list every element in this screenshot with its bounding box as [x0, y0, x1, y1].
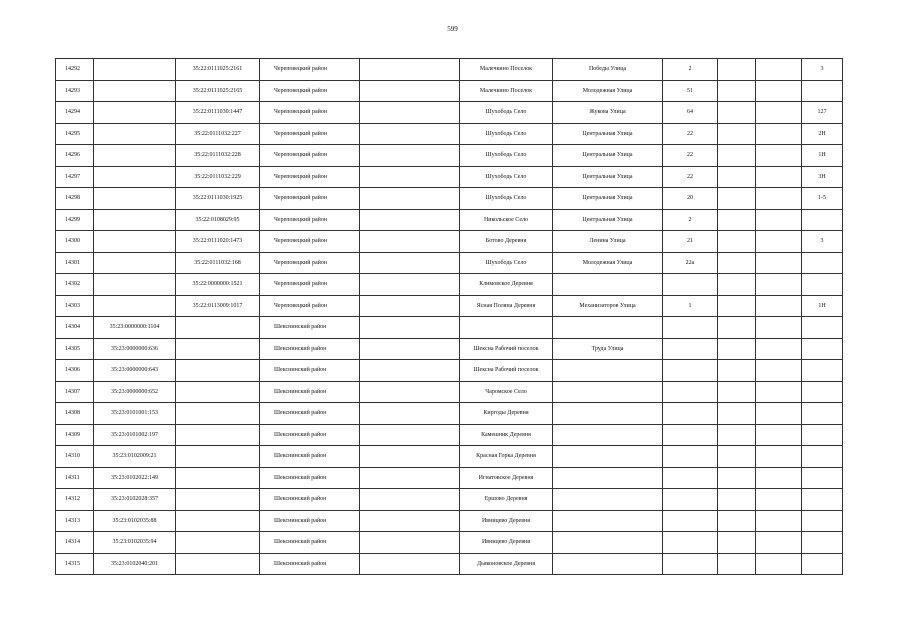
table-row	[56, 123, 843, 145]
cell-cad_b	[176, 510, 260, 532]
cell-settlement: Шухободь Село	[460, 102, 553, 124]
cell-id: 14314	[56, 532, 94, 554]
cell-settlement: Никольское Село	[460, 209, 553, 231]
cell-district: Череповецкий район	[260, 295, 360, 317]
cell-house	[663, 338, 718, 360]
cell-street: Ленина Улица	[553, 231, 663, 253]
cell-id: 14301	[56, 252, 94, 274]
table-row	[56, 166, 843, 188]
table-body	[56, 59, 843, 575]
cell-house	[663, 360, 718, 382]
cell-settlement: Ивницево Деревня	[460, 510, 553, 532]
cell-cad_b	[176, 553, 260, 575]
cell-district: Череповецкий район	[260, 80, 360, 102]
cell-house	[663, 553, 718, 575]
cell-blank1	[360, 467, 460, 489]
cell-district: Череповецкий район	[260, 231, 360, 253]
cell-cad_a	[94, 295, 176, 317]
cell-district: Шекснинский район	[260, 317, 360, 339]
cell-cad_a	[94, 166, 176, 188]
cell-blank1	[360, 510, 460, 532]
cell-id: 14312	[56, 489, 94, 511]
cell-blank2	[718, 489, 756, 511]
cell-blank1	[360, 424, 460, 446]
cell-settlement: Киргоды Деревня	[460, 403, 553, 425]
cell-house: 20	[663, 188, 718, 210]
table-row	[56, 510, 843, 532]
cell-house: 21	[663, 231, 718, 253]
cell-settlement	[460, 317, 553, 339]
cell-district: Череповецкий район	[260, 252, 360, 274]
cell-settlement: Шухободь Село	[460, 123, 553, 145]
cell-blank3	[756, 360, 802, 382]
table-row	[56, 532, 843, 554]
cell-street: Жукова Улица	[553, 102, 663, 124]
cell-street	[553, 424, 663, 446]
table-row	[56, 403, 843, 425]
cell-id: 14306	[56, 360, 94, 382]
cell-street	[553, 274, 663, 296]
table-row	[56, 102, 843, 124]
cell-blank2	[718, 59, 756, 81]
cell-street	[553, 553, 663, 575]
cell-apt	[802, 553, 843, 575]
cell-street: Центральная Улица	[553, 123, 663, 145]
cell-house	[663, 424, 718, 446]
cell-district: Шекснинский район	[260, 467, 360, 489]
cell-apt	[802, 489, 843, 511]
cell-street: Труда Улица	[553, 338, 663, 360]
cell-cad_b: 35:22:0111025:2165	[176, 80, 260, 102]
cell-apt: 3	[802, 231, 843, 253]
cell-cad_a	[94, 123, 176, 145]
cell-apt	[802, 467, 843, 489]
cell-house	[663, 510, 718, 532]
cell-cad_b	[176, 467, 260, 489]
cell-cad_b	[176, 381, 260, 403]
cell-blank2	[718, 338, 756, 360]
cell-id: 14307	[56, 381, 94, 403]
cell-apt	[802, 381, 843, 403]
cell-id: 14294	[56, 102, 94, 124]
page-number: 599	[447, 25, 458, 33]
cell-cad_a	[94, 231, 176, 253]
cell-blank2	[718, 553, 756, 575]
cell-apt	[802, 252, 843, 274]
cell-settlement: Шухободь Село	[460, 252, 553, 274]
cell-cad_a: 35:23:0101002:197	[94, 424, 176, 446]
cell-cad_b	[176, 360, 260, 382]
cell-district: Шекснинский район	[260, 532, 360, 554]
cell-blank2	[718, 381, 756, 403]
cell-settlement: Игнатовское Деревня	[460, 467, 553, 489]
cell-settlement: Шексна Рабочий поселок	[460, 360, 553, 382]
cell-cad_a: 35:23:0102035:88	[94, 510, 176, 532]
cell-id: 14303	[56, 295, 94, 317]
cell-settlement: Ершово Деревня	[460, 489, 553, 511]
cell-blank1	[360, 360, 460, 382]
cell-blank2	[718, 403, 756, 425]
cell-house: 2	[663, 59, 718, 81]
cell-id: 14305	[56, 338, 94, 360]
table-row	[56, 338, 843, 360]
cell-blank1	[360, 252, 460, 274]
table-row	[56, 446, 843, 468]
cell-cad_b: 35:22:0111020:1473	[176, 231, 260, 253]
table-row	[56, 467, 843, 489]
cell-id: 14315	[56, 553, 94, 575]
cell-street	[553, 532, 663, 554]
cell-cad_b: 35:22:0111032:168	[176, 252, 260, 274]
cell-district: Череповецкий район	[260, 123, 360, 145]
cell-cad_a: 35:23:0102028:357	[94, 489, 176, 511]
cell-settlement: Ясная Поляна Деревня	[460, 295, 553, 317]
cell-blank3	[756, 510, 802, 532]
cell-cad_b: 35:22:0000000:1521	[176, 274, 260, 296]
cell-house	[663, 489, 718, 511]
cell-cad_a	[94, 145, 176, 167]
cell-blank1	[360, 145, 460, 167]
cell-id: 14296	[56, 145, 94, 167]
cell-blank2	[718, 188, 756, 210]
cell-settlement: Камешник Деревня	[460, 424, 553, 446]
cell-blank3	[756, 80, 802, 102]
cell-blank3	[756, 295, 802, 317]
cell-apt	[802, 510, 843, 532]
cell-street: Механизаторов Улица	[553, 295, 663, 317]
table-row	[56, 145, 843, 167]
cell-cad_b: 35:22:0111030:1925	[176, 188, 260, 210]
cell-apt: 1Н	[802, 145, 843, 167]
table-row	[56, 360, 843, 382]
cell-blank1	[360, 123, 460, 145]
cell-blank2	[718, 145, 756, 167]
cell-cad_b: 35:22:0111032:229	[176, 166, 260, 188]
cell-settlement: Малечкино Поселок	[460, 59, 553, 81]
cell-blank2	[718, 424, 756, 446]
cell-blank1	[360, 295, 460, 317]
cell-blank1	[360, 532, 460, 554]
cell-settlement: Шексна Рабочий поселок	[460, 338, 553, 360]
cell-blank3	[756, 188, 802, 210]
cell-street: Молодежная Улица	[553, 80, 663, 102]
cell-blank1	[360, 80, 460, 102]
cell-id: 14297	[56, 166, 94, 188]
cell-blank2	[718, 231, 756, 253]
cell-settlement: Шухободь Село	[460, 188, 553, 210]
cell-house: 2	[663, 209, 718, 231]
cell-blank3	[756, 532, 802, 554]
cell-blank2	[718, 123, 756, 145]
cell-settlement: Шухободь Село	[460, 145, 553, 167]
cell-cad_b: 35:22:0111032:228	[176, 145, 260, 167]
cell-blank1	[360, 188, 460, 210]
cell-cad_a: 35:23:0102035:94	[94, 532, 176, 554]
cell-house	[663, 467, 718, 489]
cell-apt: 2Н	[802, 123, 843, 145]
cell-street: Победы Улица	[553, 59, 663, 81]
cell-house: 64	[663, 102, 718, 124]
cell-blank3	[756, 424, 802, 446]
cell-cad_b: 35:22:0113009:1017	[176, 295, 260, 317]
cell-blank1	[360, 102, 460, 124]
cell-blank3	[756, 209, 802, 231]
cell-blank2	[718, 467, 756, 489]
cell-blank2	[718, 274, 756, 296]
cell-apt	[802, 338, 843, 360]
cell-id: 14304	[56, 317, 94, 339]
table-row	[56, 80, 843, 102]
cell-id: 14299	[56, 209, 94, 231]
cell-blank1	[360, 166, 460, 188]
table-row	[56, 209, 843, 231]
cell-street: Центральная Улица	[553, 209, 663, 231]
cell-blank3	[756, 59, 802, 81]
cell-district: Шекснинский район	[260, 403, 360, 425]
cell-settlement: Чаромское Село	[460, 381, 553, 403]
cell-cad_b: 35:22:0111030:1447	[176, 102, 260, 124]
cell-blank1	[360, 489, 460, 511]
cell-blank2	[718, 209, 756, 231]
cell-cad_a	[94, 252, 176, 274]
cell-house: 22	[663, 123, 718, 145]
cell-cad_a: 35:23:0102022:149	[94, 467, 176, 489]
cell-street: Центральная Улица	[553, 188, 663, 210]
cell-district: Шекснинский район	[260, 338, 360, 360]
table-row	[56, 59, 843, 81]
cell-district: Шекснинский район	[260, 360, 360, 382]
table-row	[56, 553, 843, 575]
cell-id: 14295	[56, 123, 94, 145]
cell-house: 1	[663, 295, 718, 317]
cell-blank2	[718, 532, 756, 554]
cell-blank1	[360, 381, 460, 403]
cell-blank1	[360, 59, 460, 81]
cell-street	[553, 360, 663, 382]
cell-blank3	[756, 381, 802, 403]
table-row	[56, 295, 843, 317]
cell-blank1	[360, 403, 460, 425]
cell-settlement: Дьяконовское Деревня	[460, 553, 553, 575]
registry-table	[55, 58, 843, 575]
cell-apt	[802, 360, 843, 382]
cell-apt: 3	[802, 59, 843, 81]
cell-blank1	[360, 553, 460, 575]
cell-district: Череповецкий район	[260, 102, 360, 124]
cell-blank1	[360, 209, 460, 231]
cell-district: Череповецкий район	[260, 59, 360, 81]
cell-blank3	[756, 274, 802, 296]
cell-street: Центральная Улица	[553, 166, 663, 188]
cell-blank1	[360, 446, 460, 468]
cell-settlement: Ивницево Деревня	[460, 532, 553, 554]
cell-blank3	[756, 145, 802, 167]
cell-blank2	[718, 510, 756, 532]
cell-apt: 3Н	[802, 166, 843, 188]
cell-district: Шекснинский район	[260, 424, 360, 446]
cell-street: Молодежная Улица	[553, 252, 663, 274]
cell-apt: 127	[802, 102, 843, 124]
cell-blank1	[360, 231, 460, 253]
cell-street	[553, 403, 663, 425]
cell-blank3	[756, 166, 802, 188]
cell-blank3	[756, 231, 802, 253]
cell-blank3	[756, 338, 802, 360]
cell-house	[663, 403, 718, 425]
cell-settlement: Шухободь Село	[460, 166, 553, 188]
cell-district: Череповецкий район	[260, 274, 360, 296]
cell-cad_a: 35:23:0000000:1104	[94, 317, 176, 339]
table-row	[56, 252, 843, 274]
cell-id: 14313	[56, 510, 94, 532]
cell-blank3	[756, 446, 802, 468]
cell-apt	[802, 80, 843, 102]
cell-cad_b	[176, 424, 260, 446]
cell-id: 14309	[56, 424, 94, 446]
cell-cad_b	[176, 317, 260, 339]
cell-blank2	[718, 317, 756, 339]
cell-id: 14310	[56, 446, 94, 468]
cell-blank3	[756, 489, 802, 511]
cell-blank1	[360, 317, 460, 339]
cell-cad_b	[176, 338, 260, 360]
cell-id: 14308	[56, 403, 94, 425]
cell-cad_a: 35:23:0000000:652	[94, 381, 176, 403]
cell-cad_a: 35:23:0101001:153	[94, 403, 176, 425]
table-row	[56, 489, 843, 511]
cell-house: 22	[663, 166, 718, 188]
cell-blank2	[718, 102, 756, 124]
cell-blank1	[360, 274, 460, 296]
cell-apt	[802, 446, 843, 468]
cell-blank2	[718, 252, 756, 274]
cell-blank3	[756, 467, 802, 489]
cell-cad_a: 35:23:0000000:636	[94, 338, 176, 360]
cell-street	[553, 446, 663, 468]
cell-blank2	[718, 166, 756, 188]
cell-house	[663, 274, 718, 296]
cell-settlement: Ботово Деревня	[460, 231, 553, 253]
cell-cad_b: 35:22:0111025:2161	[176, 59, 260, 81]
cell-id: 14292	[56, 59, 94, 81]
cell-street: Центральная Улица	[553, 145, 663, 167]
table-row	[56, 381, 843, 403]
cell-blank2	[718, 360, 756, 382]
cell-street	[553, 317, 663, 339]
cell-blank2	[718, 80, 756, 102]
table-row	[56, 188, 843, 210]
cell-settlement: Красная Горка Деревня	[460, 446, 553, 468]
cell-street	[553, 510, 663, 532]
cell-apt	[802, 532, 843, 554]
cell-district: Череповецкий район	[260, 188, 360, 210]
cell-house	[663, 446, 718, 468]
cell-cad_b: 35:22:0108029:95	[176, 209, 260, 231]
cell-district: Череповецкий район	[260, 209, 360, 231]
cell-apt: 1Н	[802, 295, 843, 317]
cell-street	[553, 381, 663, 403]
cell-id: 14298	[56, 188, 94, 210]
cell-blank3	[756, 252, 802, 274]
table-row	[56, 274, 843, 296]
cell-cad_b	[176, 532, 260, 554]
cell-cad_b	[176, 403, 260, 425]
cell-blank3	[756, 102, 802, 124]
cell-apt	[802, 274, 843, 296]
cell-district: Шекснинский район	[260, 489, 360, 511]
cell-district: Шекснинский район	[260, 510, 360, 532]
cell-cad_a: 35:23:0000000:643	[94, 360, 176, 382]
cell-apt: 1-5	[802, 188, 843, 210]
cell-id: 14293	[56, 80, 94, 102]
cell-blank3	[756, 553, 802, 575]
cell-settlement: Климовское Деревня	[460, 274, 553, 296]
cell-house: 22	[663, 145, 718, 167]
cell-blank3	[756, 123, 802, 145]
cell-id: 14311	[56, 467, 94, 489]
cell-house	[663, 532, 718, 554]
cell-apt	[802, 424, 843, 446]
cell-street	[553, 467, 663, 489]
cell-cad_a	[94, 102, 176, 124]
cell-apt	[802, 209, 843, 231]
cell-street	[553, 489, 663, 511]
cell-cad_b	[176, 446, 260, 468]
table-row	[56, 424, 843, 446]
cell-cad_a	[94, 59, 176, 81]
cell-district: Шекснинский район	[260, 381, 360, 403]
cell-house	[663, 317, 718, 339]
cell-district: Шекснинский район	[260, 446, 360, 468]
cell-cad_a	[94, 80, 176, 102]
cell-district: Череповецкий район	[260, 166, 360, 188]
cell-apt	[802, 403, 843, 425]
cell-blank1	[360, 338, 460, 360]
cell-settlement: Малечкино Поселок	[460, 80, 553, 102]
cell-cad_a	[94, 274, 176, 296]
cell-district: Череповецкий район	[260, 145, 360, 167]
cell-blank3	[756, 403, 802, 425]
cell-district: Шекснинский район	[260, 553, 360, 575]
cell-cad_b	[176, 489, 260, 511]
cell-house	[663, 381, 718, 403]
cell-apt	[802, 317, 843, 339]
cell-cad_a	[94, 209, 176, 231]
cell-house: 22а	[663, 252, 718, 274]
cell-house: 51	[663, 80, 718, 102]
cell-cad_a	[94, 188, 176, 210]
cell-cad_a: 35:23:0102009:21	[94, 446, 176, 468]
table-row	[56, 317, 843, 339]
cell-cad_a: 35:23:0102040:201	[94, 553, 176, 575]
cell-id: 14300	[56, 231, 94, 253]
cell-blank2	[718, 295, 756, 317]
cell-cad_b: 35:22:0111032:227	[176, 123, 260, 145]
cell-blank3	[756, 317, 802, 339]
table-row	[56, 231, 843, 253]
cell-id: 14302	[56, 274, 94, 296]
cell-blank2	[718, 446, 756, 468]
